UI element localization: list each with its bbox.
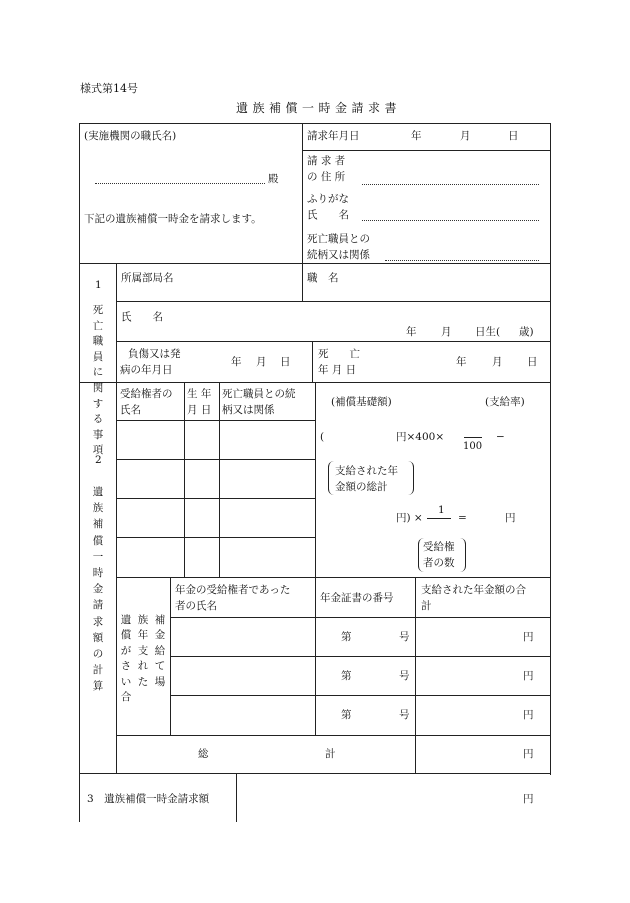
agency-name-line[interactable] — [95, 183, 265, 184]
relation-line1: 死亡職員との — [307, 233, 370, 245]
post-label: 職 名 — [307, 272, 339, 284]
relation-line2: 続柄又は関係 — [307, 249, 370, 261]
claimant-address-line[interactable] — [362, 184, 539, 185]
section2-heading: 遺 族 補 償 一 時 金 請 求 額 の 計 算 — [92, 486, 104, 693]
payment-rate-label: (支給率) — [485, 396, 525, 408]
form-title: 遺族補償一時金請求書 — [236, 101, 402, 115]
death-year: 年 — [456, 356, 467, 368]
birth-year: 年 — [406, 326, 417, 338]
honorific: 殿 — [268, 173, 279, 185]
cert-suffix: 号 — [399, 709, 410, 721]
formula-open-paren: ( — [320, 431, 325, 443]
formula-denominator: 100 — [463, 441, 483, 452]
age-label: 歳) — [519, 326, 534, 338]
cert-suffix: 号 — [399, 631, 410, 643]
pension-case-col3: 補 金 給 て 場 — [154, 614, 166, 688]
formula-one: 1 — [438, 504, 445, 516]
col-relation-line2: 柄又は関係 — [222, 404, 275, 416]
col-birth-line1: 生 年 — [187, 388, 212, 400]
section2-number: 2 — [95, 454, 102, 466]
formula-yen-times: 円×400× — [396, 431, 445, 443]
death-date-line1: 死 亡 — [318, 348, 360, 360]
formula-close-times: 円) × — [396, 512, 423, 524]
col-recipient-line1: 受給権者の — [120, 388, 173, 400]
paid-amount-line1: 支給された年金額の合 — [421, 584, 526, 596]
injury-year: 年 — [231, 356, 242, 368]
formula-result-yen: 円 — [505, 512, 516, 524]
formula-minus: − — [496, 431, 505, 443]
row-yen: 円 — [523, 631, 534, 643]
recipients-line1: 受給権 — [423, 541, 455, 553]
formula-fraction-bar — [464, 437, 482, 438]
dept-label: 所属部局名 — [121, 272, 174, 284]
deceased-name-label: 氏 名 — [121, 311, 163, 323]
furigana-label: ふりがな — [307, 193, 349, 205]
injury-date-line1: 負傷又は発 — [128, 348, 181, 360]
base-amount-label: (補償基礎額) — [331, 396, 392, 408]
total-right: 計 — [325, 748, 336, 760]
request-date-label: 請求年月日 — [307, 130, 360, 142]
death-date-line2: 年 月 日 — [318, 364, 357, 376]
injury-day: 日 — [280, 356, 291, 368]
injury-date-line2: 病の年月日 — [120, 364, 173, 376]
birth-day-label: 日生( — [475, 326, 501, 338]
claimant-name-line[interactable] — [362, 220, 539, 221]
request-date-day: 日 — [508, 130, 519, 142]
section1-heading: 死 亡 職 員 に 関す る 事項 — [92, 304, 104, 457]
pension-case-col1: 遺 償 が さ い 合 — [120, 614, 132, 704]
request-text: 下記の遺族補償一時金を請求します。 — [84, 213, 262, 225]
col-birth-line2: 月 日 — [187, 404, 212, 416]
section3-yen: 円 — [523, 793, 534, 805]
formula-fraction-bar-2 — [427, 518, 451, 519]
death-day: 日 — [527, 356, 538, 368]
total-left: 総 — [198, 748, 209, 760]
cert-prefix: 第 — [341, 709, 352, 721]
total-yen: 円 — [523, 748, 534, 760]
form-number: 様式第14号 — [80, 82, 138, 95]
col-relation-line1: 死亡職員との続 — [222, 388, 296, 400]
section3-label: 3 遺族補償一時金請求額 — [87, 793, 210, 805]
row-yen: 円 — [523, 709, 534, 721]
relation-line[interactable] — [385, 260, 539, 261]
agency-label: (実施機関の職氏名) — [84, 130, 177, 142]
cert-suffix: 号 — [399, 670, 410, 682]
request-date-month: 月 — [460, 130, 471, 142]
request-date-year: 年 — [411, 130, 422, 142]
cert-prefix: 第 — [341, 631, 352, 643]
death-month: 月 — [492, 356, 503, 368]
claimant-address-line2: の 住 所 — [307, 171, 346, 183]
cert-prefix: 第 — [341, 670, 352, 682]
claimant-name-label: 氏 名 — [307, 209, 349, 221]
recipients-line2: 者の数 — [423, 557, 455, 569]
pension-case-col2: 族 年 支 れ た — [137, 614, 149, 688]
col-recipient-line2: 氏名 — [120, 404, 141, 416]
certificate-no-label: 年金証書の番号 — [320, 592, 394, 604]
paid-total-line1: 支給された年 — [335, 465, 398, 477]
injury-month: 月 — [256, 356, 267, 368]
paid-total-line2: 金額の総計 — [335, 481, 388, 493]
pension-recipient-line2: 者の氏名 — [175, 600, 217, 612]
row-yen: 円 — [523, 670, 534, 682]
pension-recipient-line1: 年金の受給権者であった — [175, 584, 291, 596]
paid-amount-line2: 計 — [421, 600, 432, 612]
formula-equals: = — [458, 512, 467, 524]
section1-number: 1 — [95, 279, 102, 291]
claimant-address-line1: 請 求 者 — [307, 155, 346, 167]
birth-month: 月 — [441, 326, 452, 338]
